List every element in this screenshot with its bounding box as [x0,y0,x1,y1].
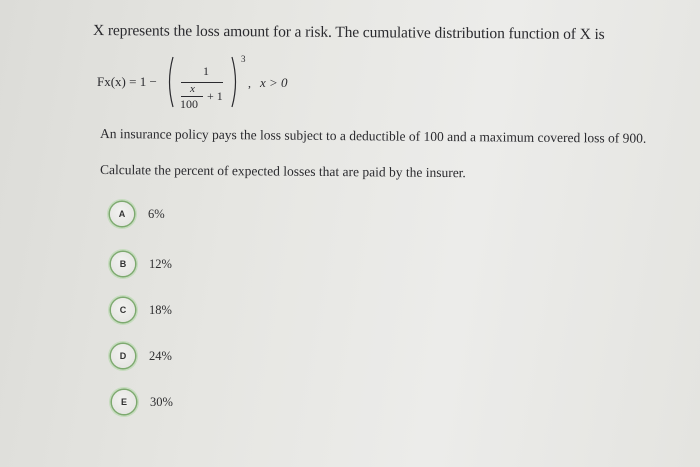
cdf-formula [97,54,317,114]
formula-numerator: 1 [203,64,209,78]
option-c[interactable] [111,298,172,322]
formula-lhs: Fx(x) = 1 − [97,74,157,89]
option-b-badge: B [111,252,135,276]
main-fraction-bar [181,82,223,83]
formula-domain: x > 0 [260,75,288,90]
question-intro: X represents the loss amount for a risk. The cumulative distribution function of X is [92,22,605,44]
formula-comma: , [248,76,251,90]
question-prompt: Calculate the percent of expected losses that are paid by the insurer. [99,162,466,181]
policy-text: An insurance policy pays the loss subject to a deductible of 100 and a maximum covered loss of 900. [99,126,647,146]
option-c-label: 18% [149,302,172,317]
option-d-badge: D [111,344,135,368]
option-a[interactable] [110,202,165,226]
option-b[interactable] [111,252,172,276]
formula-plus-one: + 1 [207,89,223,103]
option-b-label: 12% [149,256,172,271]
option-d[interactable] [111,344,172,368]
left-paren [165,56,175,108]
option-d-label: 24% [149,348,172,363]
option-e-label: 30% [150,394,173,409]
option-e-badge: E [112,390,136,414]
right-paren [230,56,240,108]
formula-denominator: 100 [180,97,198,111]
option-c-badge: C [111,298,135,322]
formula-exponent: 3 [241,54,246,64]
formula-variable: x [190,83,195,95]
option-e[interactable] [112,390,173,414]
option-a-label: 6% [148,206,165,221]
option-a-badge: A [110,202,134,226]
